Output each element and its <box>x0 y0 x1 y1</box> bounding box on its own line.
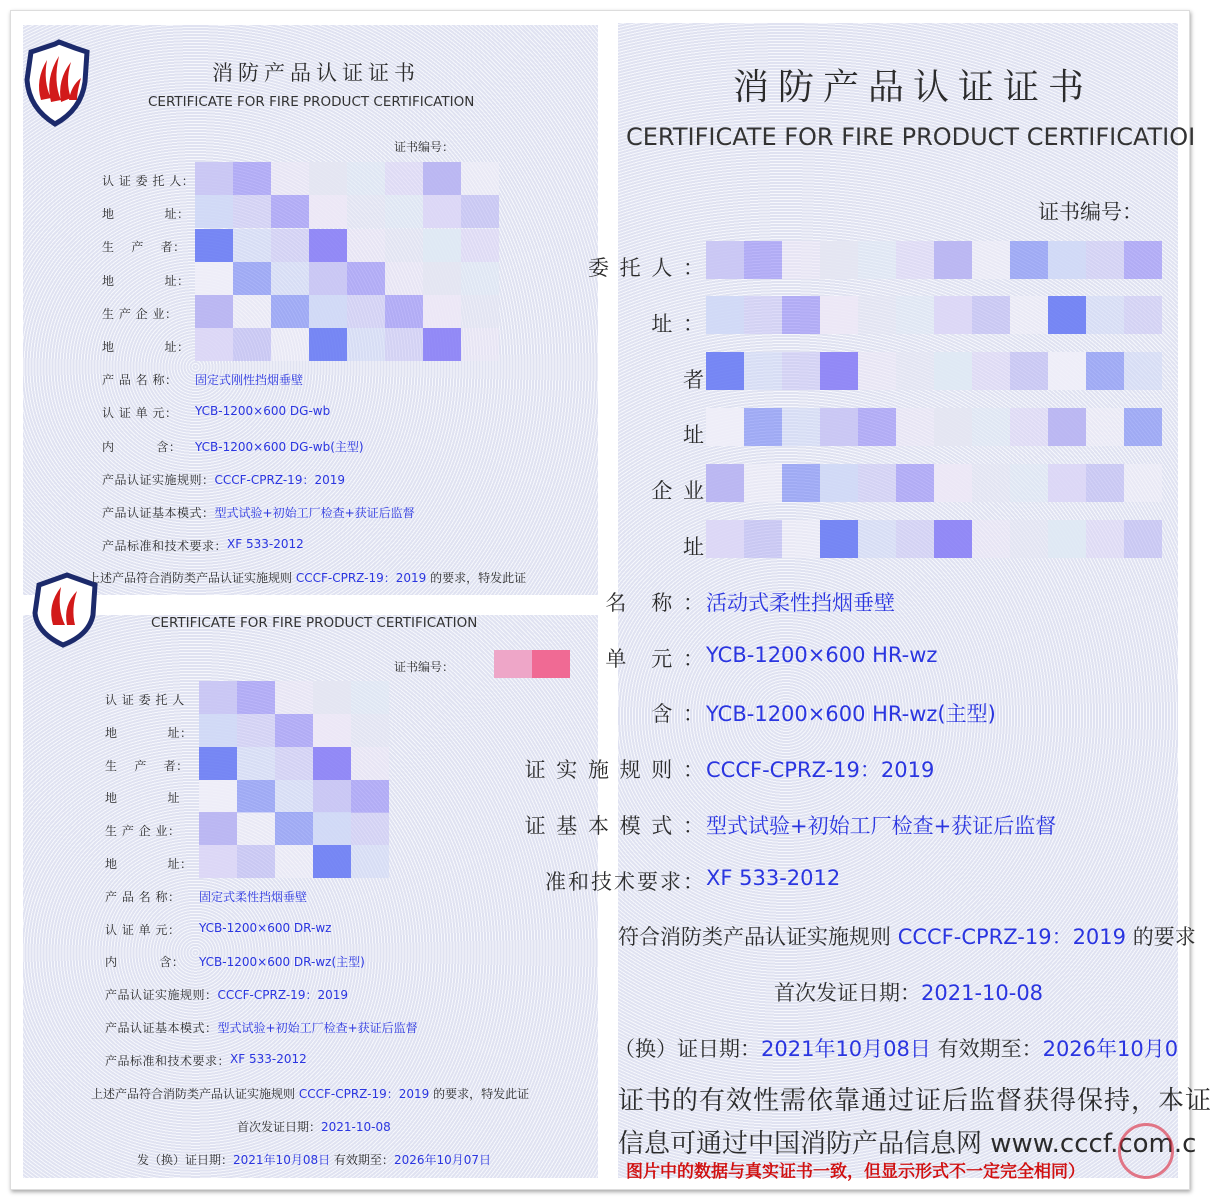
redacted-block <box>351 681 389 714</box>
redacted-block <box>347 328 385 361</box>
field-row <box>102 471 345 488</box>
redacted-block <box>1048 464 1086 502</box>
field-label: 准和技术要求： <box>545 869 706 894</box>
field-value: CCCF-CPRZ-19：2019 <box>217 988 348 1003</box>
redacted-block <box>233 195 271 228</box>
redacted-block <box>896 241 934 279</box>
redacted-block <box>461 262 499 295</box>
redacted-block <box>461 195 499 228</box>
redacted-block <box>313 747 351 780</box>
redacted-block <box>858 408 896 446</box>
fire-shield-logo <box>33 575 99 645</box>
footer-text: 上述产品符合消防类产品认证实施规则 <box>91 1087 299 1101</box>
field-label: 地 址： <box>102 207 190 222</box>
field-row <box>102 205 195 222</box>
redacted-block <box>461 295 499 328</box>
redacted-block <box>820 408 858 446</box>
first-issue-value: 2021-10-08 <box>321 1120 391 1134</box>
redacted-block <box>233 162 271 195</box>
redacted-block <box>782 408 820 446</box>
field-label: 地 址： <box>102 273 190 288</box>
redacted-block <box>271 162 309 195</box>
field-value: XF 533-2012 <box>706 865 841 890</box>
validity-note-line2: 信息可通过中国消防产品信息网 www.cccf.com.c <box>618 1129 1197 1159</box>
field-value: 型式试验+初始工厂检查+获证后监督 <box>706 814 1057 838</box>
redacted-block <box>271 262 309 295</box>
redacted-block <box>934 408 972 446</box>
redacted-block <box>896 464 934 502</box>
redacted-block <box>1124 241 1162 279</box>
redacted-block <box>351 845 389 878</box>
redacted-block <box>385 328 423 361</box>
redacted-block <box>423 262 461 295</box>
redacted-block <box>934 464 972 502</box>
redacted-block <box>744 464 782 502</box>
field-row <box>102 172 195 189</box>
redacted-block <box>271 328 309 361</box>
certificate-a <box>23 25 598 595</box>
footer-code: CCCF-CPRZ-19：2019 <box>295 571 427 585</box>
cert-no-label: 证书编号： <box>1038 200 1143 224</box>
redacted-block <box>199 747 237 780</box>
field-row <box>105 888 307 905</box>
redacted-block <box>237 780 275 813</box>
redacted-block <box>1086 520 1124 558</box>
redacted-block <box>858 520 896 558</box>
field-value: YCB-1200×600 DR-wz <box>199 920 332 935</box>
field-row <box>102 338 195 355</box>
redacted-block <box>1086 241 1124 279</box>
field-row <box>105 1019 418 1036</box>
field-label: 认 证 单 元： <box>102 406 178 421</box>
footer-code: CCCF-CPRZ-19：2019 <box>298 1087 430 1101</box>
redacted-block <box>275 780 313 813</box>
field-label: 地 址 <box>105 791 181 806</box>
footer-statement <box>91 1085 529 1102</box>
redacted-block <box>385 262 423 295</box>
fire-shield-logo <box>25 42 91 126</box>
redacted-block <box>313 714 351 747</box>
field-label: 址 ： <box>651 311 706 336</box>
field-value: 活动式柔性挡烟垂壁 <box>706 590 895 615</box>
redacted-block <box>782 464 820 502</box>
issue-label: （换）证日期： <box>614 1037 761 1061</box>
title-cn: 消防产品认证证书 <box>733 67 1094 108</box>
valid-label: 有效期至： <box>330 1153 394 1167</box>
field-row <box>102 272 195 289</box>
field-row <box>105 822 199 839</box>
redacted-block <box>271 295 309 328</box>
field-row <box>105 953 365 970</box>
field-label: 单 元 ： <box>605 646 706 671</box>
issue-validity <box>614 1033 1178 1063</box>
redacted-block <box>972 241 1010 279</box>
redacted-block <box>351 812 389 845</box>
field-label: 企 业 <box>651 479 706 504</box>
field-row <box>105 855 199 872</box>
redacted-block <box>972 352 1010 390</box>
redacted-block <box>858 464 896 502</box>
redacted-block <box>199 681 237 714</box>
redacted-block <box>351 780 389 813</box>
field-value: 固定式刚性挡烟垂壁 <box>195 373 304 388</box>
redacted-block <box>858 352 896 390</box>
redacted-block <box>934 352 972 390</box>
redacted-block <box>744 296 782 334</box>
redacted-block <box>313 780 351 813</box>
redacted-block <box>1124 352 1162 390</box>
redacted-block <box>423 195 461 228</box>
redacted-block <box>199 812 237 845</box>
redacted-block <box>347 162 385 195</box>
title-en: CERTIFICATE FOR FIRE PRODUCT CERTIFICATION <box>148 94 475 110</box>
redacted-block <box>237 681 275 714</box>
field-value: 型式试验+初始工厂检查+获证后监督 <box>217 1021 418 1035</box>
redacted-block <box>309 262 347 295</box>
redacted-block <box>313 681 351 714</box>
redacted-block <box>275 845 313 878</box>
title-cn: 消防产品认证证书 <box>212 61 420 85</box>
redacted-block <box>385 162 423 195</box>
redacted-block <box>1124 464 1162 502</box>
redacted-block <box>1124 408 1162 446</box>
field-row <box>105 1052 307 1069</box>
redacted-block <box>199 780 237 813</box>
footer-statement <box>618 921 1196 951</box>
redacted-block <box>744 520 782 558</box>
certificate-b <box>23 615 598 1178</box>
field-label: 产品认证实施规则： <box>105 988 218 1003</box>
redacted-block <box>351 747 389 780</box>
issue-value: 2021年10月08日 <box>233 1153 331 1167</box>
field-label: 委 托 人 ： <box>587 256 706 280</box>
redacted-block <box>423 328 461 361</box>
redacted-block <box>706 296 744 334</box>
redacted-block <box>423 162 461 195</box>
redacted-block <box>972 408 1010 446</box>
redacted-block <box>706 408 744 446</box>
redacted-block <box>275 714 313 747</box>
field-label: 地 址： <box>105 725 193 740</box>
redacted-block <box>237 845 275 878</box>
issue-value: 2021年10月08日 <box>761 1037 931 1061</box>
field-row <box>102 238 195 255</box>
redacted-block <box>313 845 351 878</box>
redacted-block <box>1048 296 1086 334</box>
redacted-block <box>744 408 782 446</box>
field-value: YCB-1200×600 HR-wz <box>706 642 938 667</box>
field-label: 含 ： <box>651 702 706 727</box>
redacted-block <box>195 195 233 228</box>
redacted-block <box>461 229 499 262</box>
field-row <box>102 504 415 521</box>
cert-no-label: 证书编号： <box>394 660 455 674</box>
redacted-block <box>199 714 237 747</box>
redacted-block <box>309 295 347 328</box>
field-value: 固定式柔性挡烟垂壁 <box>199 889 308 904</box>
field-label: 证 基 本 模 式 ： <box>524 814 706 838</box>
redacted-block <box>199 845 237 878</box>
field-label: 地 址： <box>105 857 193 871</box>
redacted-block <box>1124 520 1162 558</box>
redacted-block <box>309 162 347 195</box>
redacted-block <box>858 296 896 334</box>
redacted-block <box>347 229 385 262</box>
field-row <box>105 757 199 774</box>
redacted-block <box>423 229 461 262</box>
redacted-block <box>309 328 347 361</box>
redacted-block <box>820 241 858 279</box>
field-row <box>105 789 199 806</box>
redacted-block <box>1124 296 1162 334</box>
redacted-block <box>461 162 499 195</box>
footer-text-end: 的要求，特发此证 <box>429 1087 530 1101</box>
footer-text: 上述产品符合消防类产品认证实施规则 <box>88 571 296 585</box>
valid-label: 有效期至： <box>930 1037 1043 1061</box>
redacted-block <box>233 328 271 361</box>
first-issue-value: 2021-10-08 <box>921 981 1044 1005</box>
redacted-block <box>706 464 744 502</box>
redacted-block <box>1010 464 1048 502</box>
field-row <box>105 691 199 708</box>
redacted-block <box>275 747 313 780</box>
field-label: 认 证 委 托 人： <box>102 174 195 188</box>
redacted-block <box>347 262 385 295</box>
field-label: 产品认证实施规则： <box>102 472 215 487</box>
redacted-block <box>195 328 233 361</box>
redacted-block <box>195 295 233 328</box>
field-row <box>105 921 331 938</box>
redacted-block <box>1048 352 1086 390</box>
field-label: 生 产 者： <box>105 758 189 773</box>
field-value: CCCF-CPRZ-19：2019 <box>706 758 935 783</box>
field-row <box>105 724 199 741</box>
redacted-block <box>1010 352 1048 390</box>
field-label: 址 <box>683 535 706 559</box>
redacted-block <box>309 195 347 228</box>
footer-text-end: 的要求，特发此证 <box>426 571 527 585</box>
redacted-block <box>1048 408 1086 446</box>
redacted-block <box>313 812 351 845</box>
field-value: YCB-1200×600 DG-wb <box>195 404 331 419</box>
field-value: XF 533-2012 <box>230 1051 307 1066</box>
redacted-block <box>1086 296 1124 334</box>
footer-code: CCCF-CPRZ-19：2019 <box>897 925 1127 949</box>
field-label: 生 产 者： <box>102 240 186 255</box>
redacted-block <box>706 520 744 558</box>
footer-statement <box>88 569 526 586</box>
redacted-block <box>385 295 423 328</box>
field-label: 产品标准和技术要求： <box>102 539 228 554</box>
redacted-block <box>934 241 972 279</box>
field-value: 型式试验+初始工厂检查+获证后监督 <box>214 506 415 520</box>
redacted-block <box>782 520 820 558</box>
field-label: 产品认证基本模式： <box>102 506 215 520</box>
field-row <box>102 371 303 388</box>
valid-value: 2026年10月07日 <box>393 1153 492 1167</box>
redacted-block <box>896 408 934 446</box>
field-row <box>102 404 330 421</box>
redacted-block <box>782 241 820 279</box>
redacted-block <box>896 296 934 334</box>
field-label: 认 证 委 托 人 <box>105 693 185 707</box>
redacted-block <box>237 812 275 845</box>
redacted-block <box>1048 241 1086 279</box>
redacted-block <box>706 352 744 390</box>
first-issue-label: 首次发证日期： <box>774 981 921 1005</box>
field-label: 地 址： <box>102 340 190 354</box>
issue-validity <box>137 1151 491 1168</box>
redacted-block <box>1086 352 1124 390</box>
redacted-block <box>275 812 313 845</box>
redacted-block <box>820 352 858 390</box>
redacted-block <box>461 328 499 361</box>
redacted-block <box>1010 241 1048 279</box>
field-value: YCB-1200×600 DR-wz(主型) <box>199 955 365 970</box>
redacted-block <box>494 650 532 678</box>
field-row <box>102 537 304 554</box>
redacted-block <box>271 195 309 228</box>
redacted-block <box>195 162 233 195</box>
redacted-block <box>1086 464 1124 502</box>
field-label: 产 品 名 称： <box>102 373 178 388</box>
redacted-block <box>820 296 858 334</box>
redacted-block <box>385 229 423 262</box>
redacted-block <box>896 520 934 558</box>
redacted-block <box>744 352 782 390</box>
redacted-block <box>706 241 744 279</box>
redacted-block <box>347 295 385 328</box>
redacted-block <box>782 296 820 334</box>
valid-value: 2026年10月0 <box>1042 1037 1179 1061</box>
cert-no-label: 证书编号： <box>394 140 455 154</box>
redacted-block <box>1086 408 1124 446</box>
redacted-block <box>896 352 934 390</box>
field-label: 产 品 名 称： <box>105 889 181 904</box>
redacted-block <box>347 195 385 228</box>
redacted-block <box>233 229 271 262</box>
field-label: 生 产 企 业： <box>102 306 178 321</box>
validity-note-line1: 证书的有效性需依靠通过证后监督获得保持，本证 <box>618 1086 1212 1116</box>
field-label: 名 称 ： <box>605 590 706 615</box>
first-issue-label: 首次发证日期： <box>237 1120 322 1134</box>
redacted-block <box>934 296 972 334</box>
field-label: 产品认证基本模式： <box>105 1021 218 1035</box>
first-issue-date <box>237 1118 391 1135</box>
field-label: 生 产 企 业： <box>105 824 181 839</box>
redacted-block <box>1010 408 1048 446</box>
redacted-block <box>820 464 858 502</box>
redacted-block <box>233 295 271 328</box>
redacted-block <box>309 229 347 262</box>
redacted-block <box>744 241 782 279</box>
footer-text: 符合消防类产品认证实施规则 <box>618 925 898 949</box>
redacted-block <box>782 352 820 390</box>
redacted-block <box>858 241 896 279</box>
redacted-block <box>237 714 275 747</box>
redacted-block <box>532 650 570 678</box>
redacted-block <box>385 195 423 228</box>
field-label: 认 证 单 元： <box>105 922 181 937</box>
redacted-block <box>972 520 1010 558</box>
field-value: CCCF-CPRZ-19：2019 <box>214 472 345 487</box>
redacted-block <box>237 747 275 780</box>
red-seal <box>1118 1123 1174 1179</box>
redacted-block <box>351 714 389 747</box>
disclaimer-note: 图片中的数据与真实证书一致，但显示形式不一定完全相同） <box>626 1162 1085 1182</box>
redacted-block <box>972 464 1010 502</box>
title-en: CERTIFICATE FOR FIRE PRODUCT CERTIFICATION <box>151 615 478 631</box>
redacted-block <box>820 520 858 558</box>
field-label: 内 含： <box>105 955 185 970</box>
redacted-block <box>934 520 972 558</box>
redacted-block <box>233 262 271 295</box>
redacted-block <box>271 229 309 262</box>
field-value: XF 533-2012 <box>227 537 304 552</box>
redacted-block <box>972 296 1010 334</box>
certificate-c-zoomed <box>524 23 1212 1182</box>
field-label: 址 <box>683 423 706 448</box>
field-row <box>105 986 348 1003</box>
issue-label: 发（换）证日期： <box>137 1153 234 1167</box>
redacted-block <box>1048 520 1086 558</box>
redacted-block <box>275 681 313 714</box>
redacted-block <box>195 229 233 262</box>
redacted-block <box>1010 520 1048 558</box>
title-en: CERTIFICATE FOR FIRE PRODUCT CERTIFICATIOI <box>626 123 1196 151</box>
field-label: 产品标准和技术要求： <box>105 1053 231 1068</box>
footer-text-end: 的要求 <box>1126 925 1196 949</box>
field-row <box>102 305 195 322</box>
redacted-block <box>1010 296 1048 334</box>
field-value: YCB-1200×600 DG-wb(主型) <box>195 439 364 454</box>
redacted-block <box>423 295 461 328</box>
field-label: 内 含： <box>102 439 182 454</box>
field-row <box>102 438 364 455</box>
field-value: YCB-1200×600 HR-wz(主型) <box>706 702 996 727</box>
field-label: 者 <box>683 367 706 392</box>
redacted-block <box>195 262 233 295</box>
field-label: 证 实 施 规 则 ： <box>524 758 706 783</box>
first-issue-date <box>774 977 1043 1007</box>
